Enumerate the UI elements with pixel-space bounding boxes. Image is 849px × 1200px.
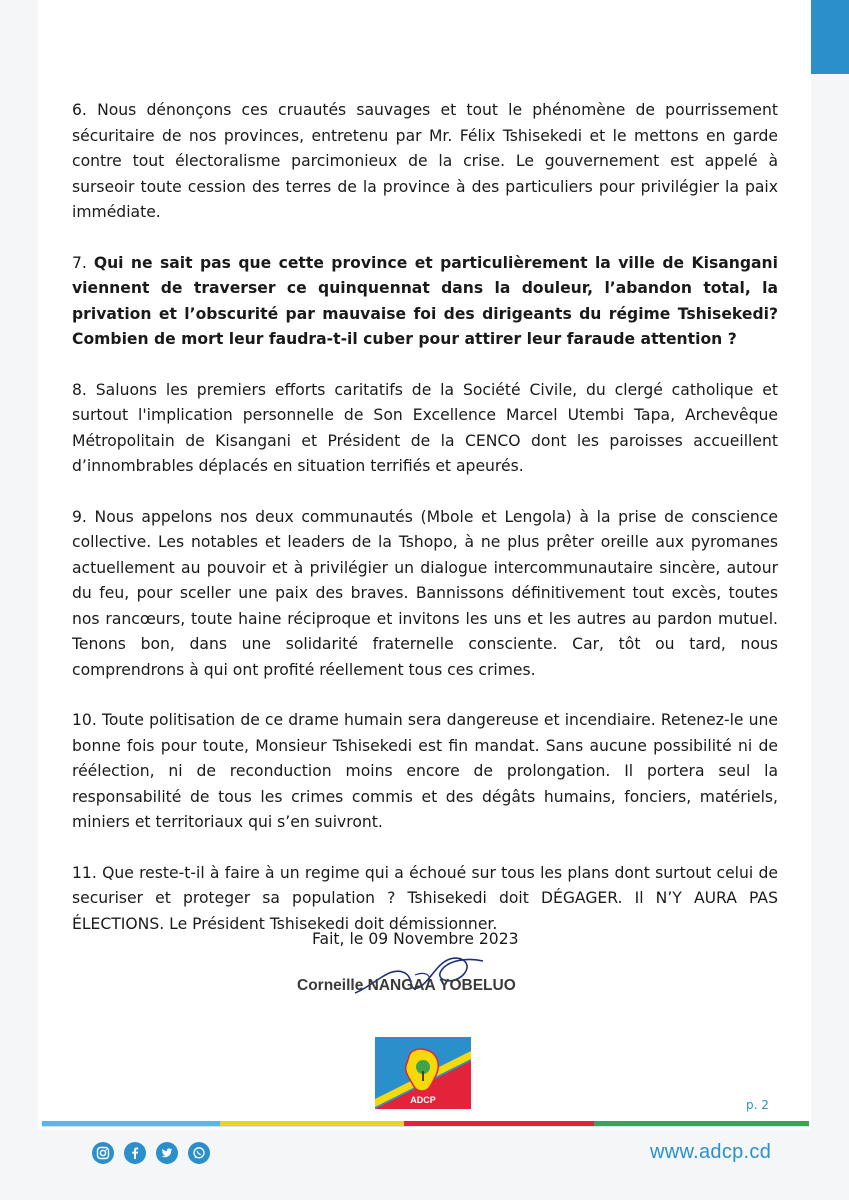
paragraph-6: 6. Nous dénonçons ces cruautés sauvages et tout le phénomène de pourrissement sécuritaire de nos provinces, entretenu par Mr. Félix Tshisekedi et le mettons en garde contre tout électoralisme parcimonieux de la crise. Le gouvernement est appelé à surseoir toute cession des terres de la province à des particuliers pour privilégier la paix immédiate. bbox=[72, 101, 778, 221]
signatory-name: Corneille NANGAA YOBELUO bbox=[297, 977, 516, 994]
paragraph-8: 8. Saluons les premiers efforts caritatifs de la Société Civile, du clergé catholique et surtout l'implication personnelle de Son Excellence Marcel Utembi Tapa, Archevêque Métropolitain de Kisangani et Président de la CENCO dont les paroisses accueillent d’innombrables déplacés en situation terrifiés et apeurés. bbox=[72, 380, 778, 475]
adcp-logo bbox=[375, 1037, 471, 1109]
website-link[interactable]: www.adcp.cd bbox=[650, 1141, 772, 1163]
paragraph-9: 9. Nous appelons nos deux communautés (Mbole et Lengola) à la prise de conscience collective. Les notables et leaders de la Tshopo, à ne plus prêter oreille aux pyromanes actuellement au pouvoir et à privilégier un dialogue intercommunautaire sincère, autour du feu, pour sceller une paix des braves. Bannissons définitivement tout excès, toutes nos rancœurs, toute haine réciproque et invitons les uns et les autres au pardon mutuel. Tenons bon, dans une solidarité fraternelle consciente. Car, tôt ou tard, nous comprendrons à qui ont profité réellement tous ces crimes. bbox=[72, 507, 778, 679]
paragraph-10: 10. Toute politisation de ce drame humain sera dangereuse et incendiaire. Retenez-le une bonne fois pour toute, Monsieur Tshisekedi est fin mandat. Sans aucune possibilité ni de réélection, ni de reconduction moins encore de prolongation. Il portera seul la responsabilité de tous les crimes commis et des dégâts humains, fonciers, matériels, miniers et territoriaux qui s’en suivront. bbox=[72, 711, 778, 831]
whatsapp-icon[interactable] bbox=[188, 1142, 210, 1164]
handwritten-signature bbox=[345, 945, 495, 1005]
paragraph-7: 7. Qui ne sait pas que cette province et particulièrement la ville de Kisangani viennent de traverser ce quinquennat dans la douleur, l’abandon total, la privation et l’obscurité par mauvaise foi des dirigeants du régime Tshisekedi? Combien de mort leur faudra-t-il cuber pour attirer leur faraude attention ? bbox=[72, 253, 778, 348]
logo-label: ADCP bbox=[410, 1095, 436, 1105]
page-number: p. 2 bbox=[746, 1098, 769, 1112]
paragraph-11: 11. Que reste-t-il à faire à un regime qui a échoué sur tous les plans dont surtout celui de securiser et proteger sa population ? Tshisekedi doit DÉGAGER. Il N’Y AURA PAS ÉLECTIONS. Le Président Tshisekedi doit démissionner. bbox=[72, 863, 778, 933]
twitter-icon[interactable] bbox=[156, 1142, 178, 1164]
place-date: Fait, le 09 Novembre 2023 bbox=[312, 930, 519, 948]
document-body bbox=[72, 98, 778, 962]
social-links bbox=[92, 1142, 210, 1164]
footer-divider bbox=[42, 1126, 809, 1127]
instagram-icon[interactable] bbox=[92, 1142, 114, 1164]
top-left-margin bbox=[0, 0, 38, 74]
facebook-icon[interactable] bbox=[124, 1142, 146, 1164]
top-right-accent-bar bbox=[811, 0, 849, 74]
